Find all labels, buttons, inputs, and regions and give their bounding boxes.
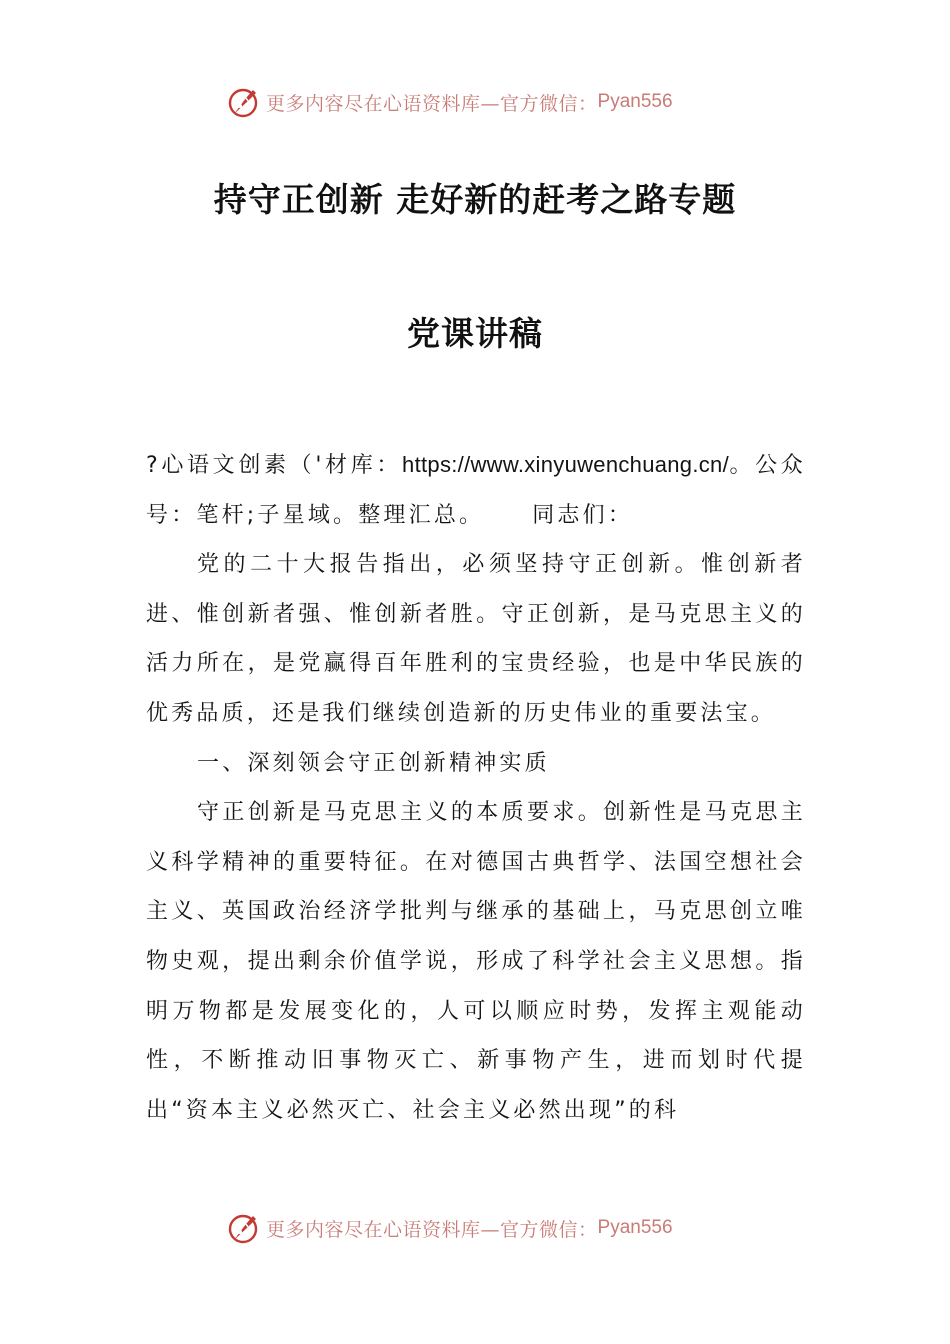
source-url: https://www.xinyuwenchuang.cn/ xyxy=(402,452,729,477)
source-meta-line xyxy=(146,440,806,540)
document-title-line-2: 党课讲稿 xyxy=(407,314,543,353)
pen-nib-circle-icon xyxy=(226,1210,262,1246)
footer-watermark-banner xyxy=(226,1208,746,1248)
paragraph-section-1: 守正创新是马克思主义的本质要求。创新性是马克思主义科学精神的重要特征。在对德国古典哲学、法国空想社会主义、英国政治经济学批判与继承的基础上，马克思创立唯物史观，提出剩余价值学说，形成了科学社会主义思想。指明万物都是发展变化的，人可以顺应时势，发挥主观能动性，不断推动旧事物灭亡、新事物产生，进而划时代提出“资本主义必然灭亡、社会主义必然出现”的科 xyxy=(146,800,806,1123)
watermark-text: 更多内容尽在心语资料库—官方微信： xyxy=(266,92,598,115)
source-suffix: 。公众号：笔杆;子星域。整理汇总。 xyxy=(146,453,806,528)
greeting: 同志们： xyxy=(532,502,634,528)
watermark-text: 更多内容尽在心语资料库—官方微信： xyxy=(266,1218,598,1241)
watermark-wechat-id: Pyan556 xyxy=(597,91,673,112)
source-prefix: ?心语文创素（'材库： xyxy=(146,453,403,478)
paragraph-intro: 党的二十大报告指出，必须坚持守正创新。惟创新者进、惟创新者强、惟创新者胜。守正创新，是马克思主义的活力所在，是党赢得百年胜利的宝贵经验，也是中华民族的优秀品质，还是我们继续创造新的历史伟业的重要法宝。 xyxy=(146,552,806,726)
watermark-wechat-id: Pyan556 xyxy=(597,1217,673,1238)
pen-nib-circle-icon xyxy=(226,84,262,120)
header-watermark-banner xyxy=(226,82,746,122)
section-heading-1: 一、深刻领会守正创新精神实质 xyxy=(197,750,550,776)
document-body xyxy=(146,440,806,1135)
document-title-line-1: 持守正创新 走好新的赶考之路专题 xyxy=(213,180,737,219)
